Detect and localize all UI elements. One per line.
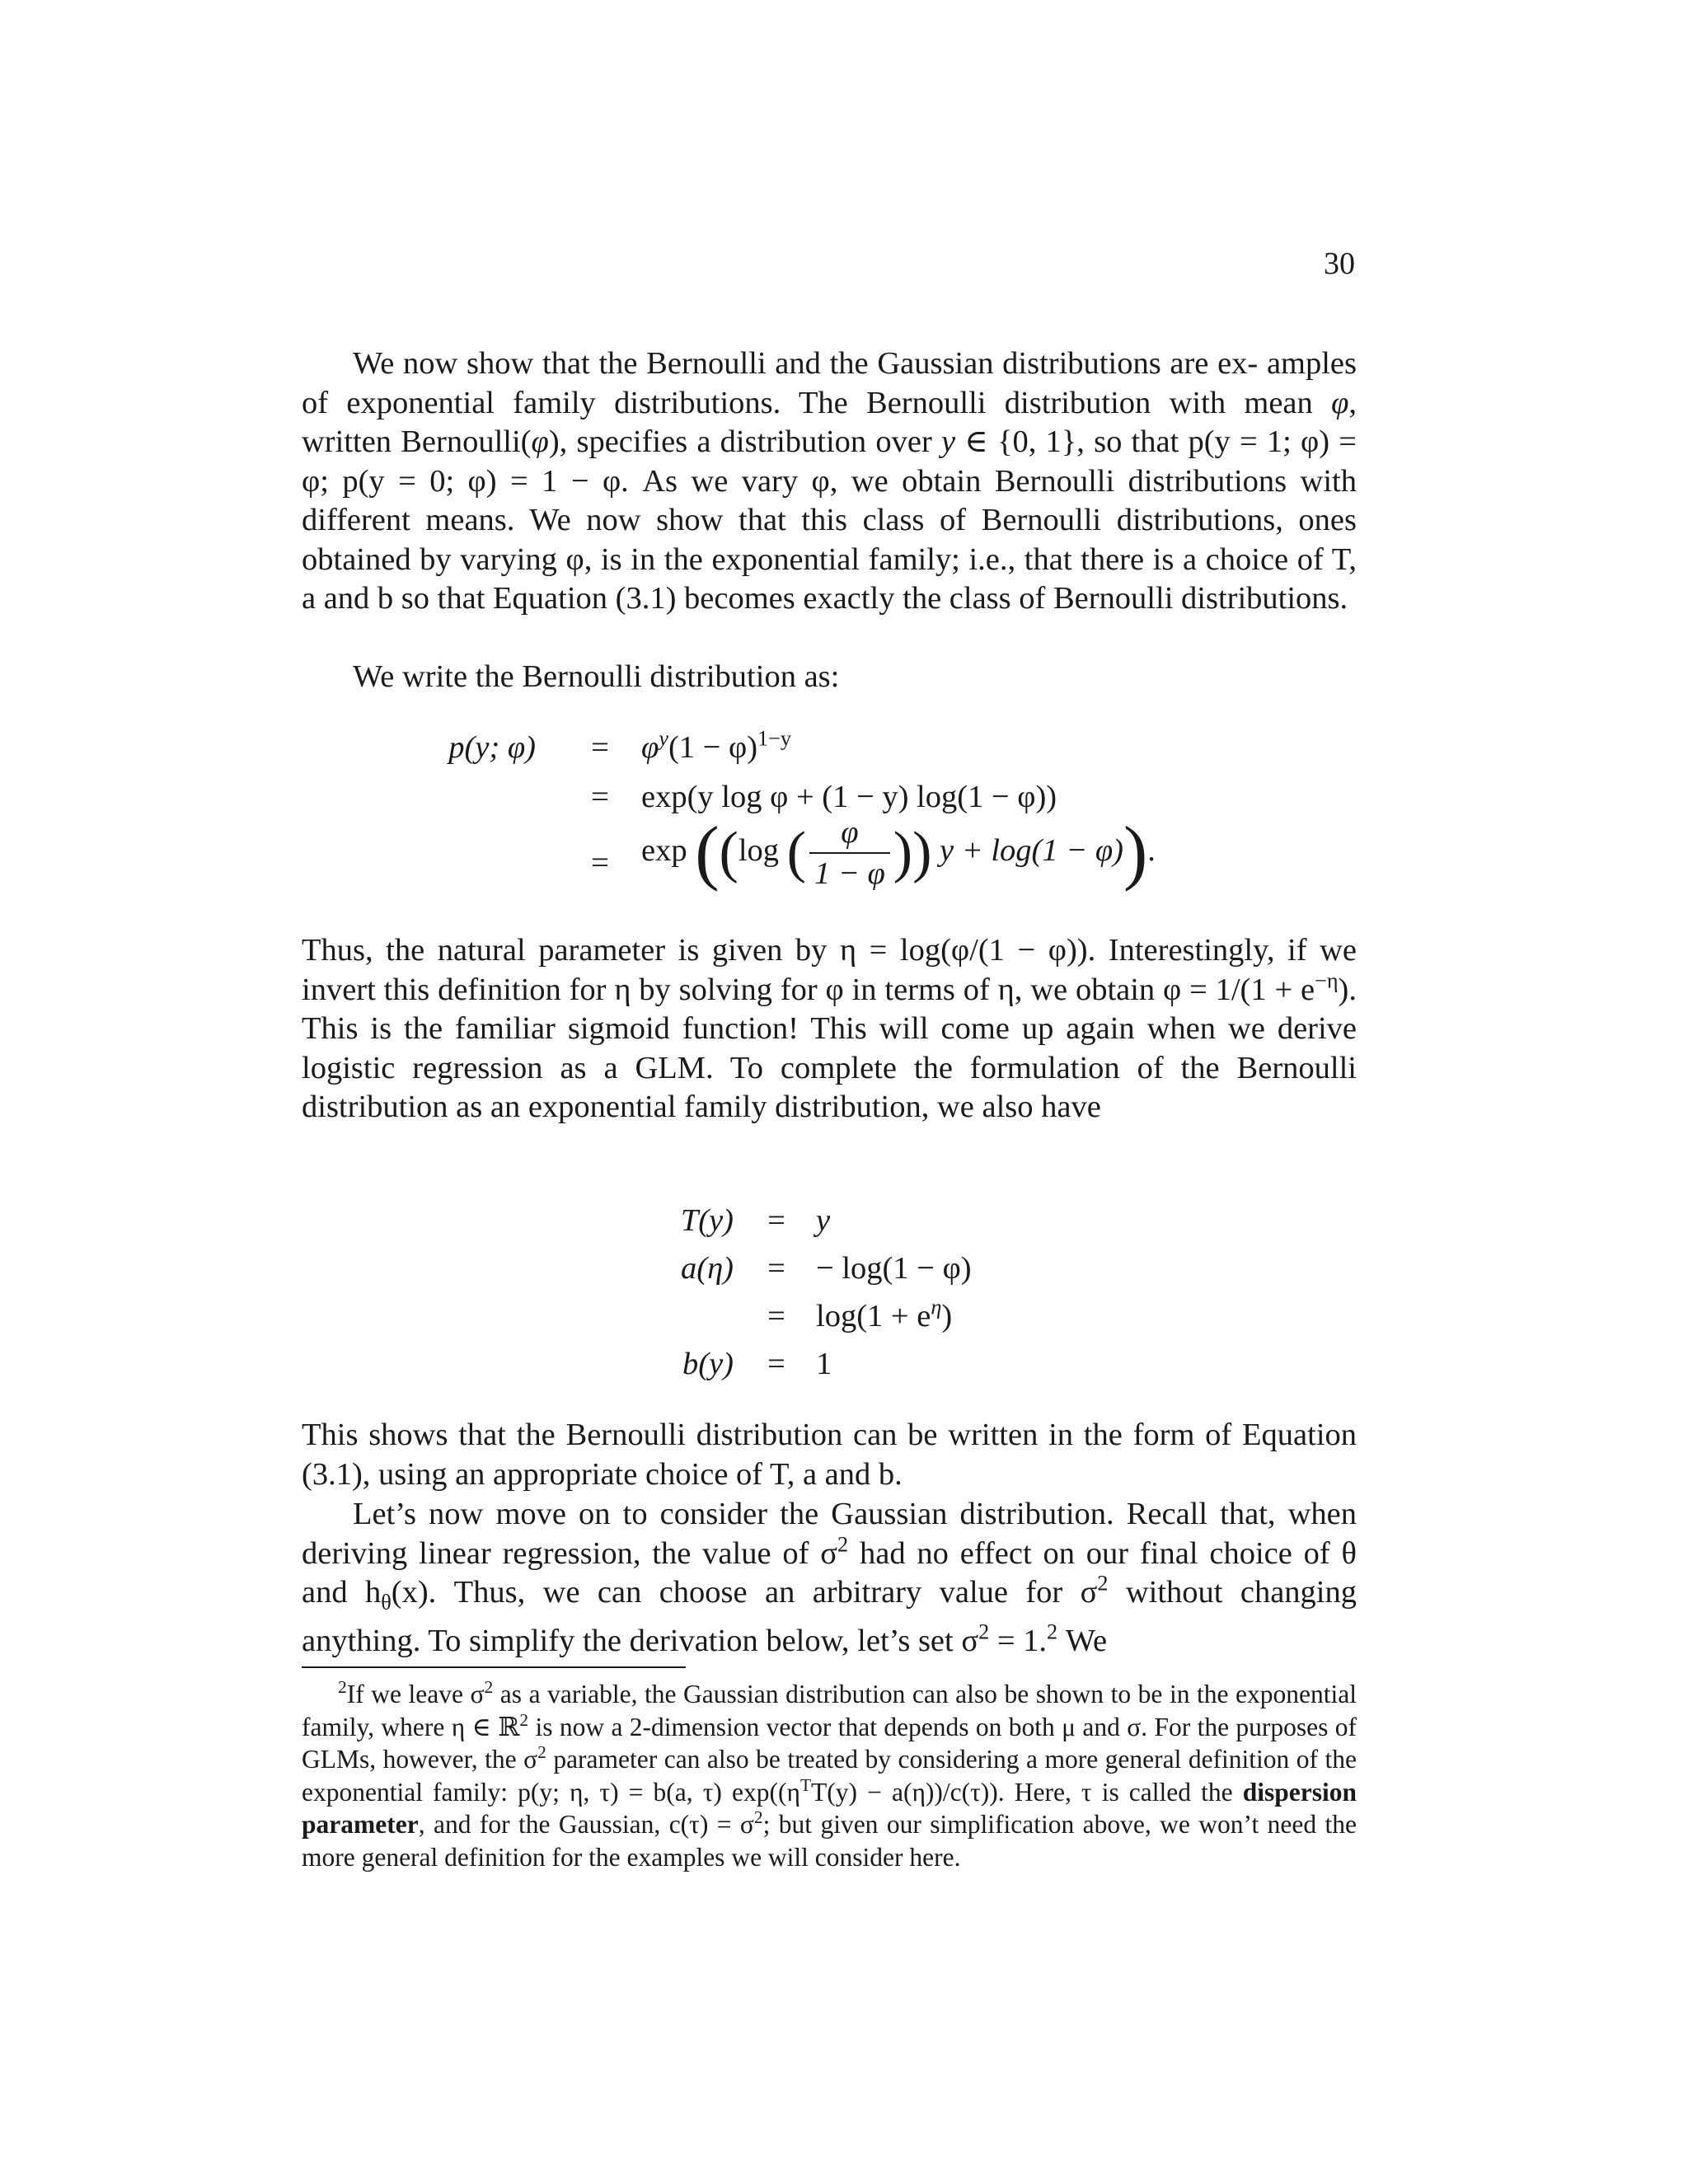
footnote-number: 2: [338, 1677, 347, 1698]
paragraph-natural-parameter: [302, 931, 1357, 1127]
equation-rhs-2: exp(y log φ + (1 − y) log(1 − φ)): [641, 780, 1057, 814]
equation-rhs-3: exp ((log ( $\frac{\varphi}{1 - \varphi}$ )) y + log(1 − φ)).: [641, 813, 1156, 893]
footnote: $^2$If we leave $\sigma^2$ as a variable, the Gaussian distribution can also be shown to be in the exponential family, where η ∈ ℝ$^2$ is now a 2-dimension vector that depends on both μ and σ. For the purposes of GLMs, however, the $\sigma^2$ parameter can also be treated by considering a more general definition of the exponential family: p(y; η, τ) = b(a, τ) $\exp((\eta^TT(y) - a(\eta))/c(\tau))$. Here, τ is called the dispersion parameter, and for the Gaussian, $c(\tau) = \sigma^2$; but given our simplification above, we won’t need the more general definition for the examples we will consider here.: [302, 1677, 1357, 1872]
footnote-mark: 2: [1047, 1619, 1058, 1644]
paragraph-bernoulli-write-text: We write the Bernoulli distribution as:: [353, 659, 840, 694]
paragraph-bernoulli-conclusion-text: This shows that the Bernoulli distribution can be written in the form of Equation (3.1), using an appropriate choice of T, a and b.: [302, 1418, 1357, 1492]
equation-rhs-1: $\varphi^y(1 - \varphi)^{1-y}$: [641, 726, 791, 765]
fraction-phi: $\frac{\varphi}{1 - \varphi}$: [809, 814, 890, 892]
dispersion-parameter-term: dispersion parameter: [302, 1777, 1357, 1839]
footnote-rule: [302, 1666, 686, 1668]
paragraph-intro-text: We now show that the Bernoulli and the Gaussian distributions are ex- amples of exponential family distributions. The Bernoulli distribution with mean φ, written Bernoulli(φ), specifies a distribution over y ∈ {0, 1}, so that p(y = 1; φ) = φ; p(y = 0; φ) = 1 − φ. As we vary φ, we obtain Bernoulli distributions with different means. We now show that this class of Bernoulli distributions, ones obtained by varying φ, is in the exponential family; i.e., that there is a choice of T, a and b so that Equation (3.1) becomes exactly the class of Bernoulli distributions.: [302, 346, 1357, 616]
equation-lhs: p(y; φ): [448, 730, 536, 765]
paragraph-gaussian: [302, 1495, 1357, 1661]
paragraph-intro: [302, 344, 1357, 619]
paragraph-natural-parameter-text: Thus, the natural parameter is given by η = log(φ/(1 − φ)). Interestingly, if we invert this definition for η by solving for φ in terms of η, we obtain $\varphi = 1/(1 + e^{-\eta})$. This is the familiar sigmoid function! This will come up again when we derive logistic regression as a GLM. To complete the formulation of the Bernoulli distribution as an exponential family distribution, we also have: [302, 933, 1357, 1124]
page-number: 30: [1324, 246, 1355, 281]
paragraph-bernoulli-write: [302, 658, 1357, 697]
paragraph-gaussian-text: Let’s now move on to consider the Gaussian distribution. Recall that, when deriving linear regression, the value of $\sigma^2$ had no effect on our final choice of θ and $h_\theta(x)$. Thus, we can choose an arbitrary value for $\sigma^2$ without changing anything. To simplify the derivation below, let’s set $\sigma^2 = 1.^2$ We: [302, 1497, 1357, 1659]
paragraph-bernoulli-conclusion: [302, 1416, 1357, 1494]
